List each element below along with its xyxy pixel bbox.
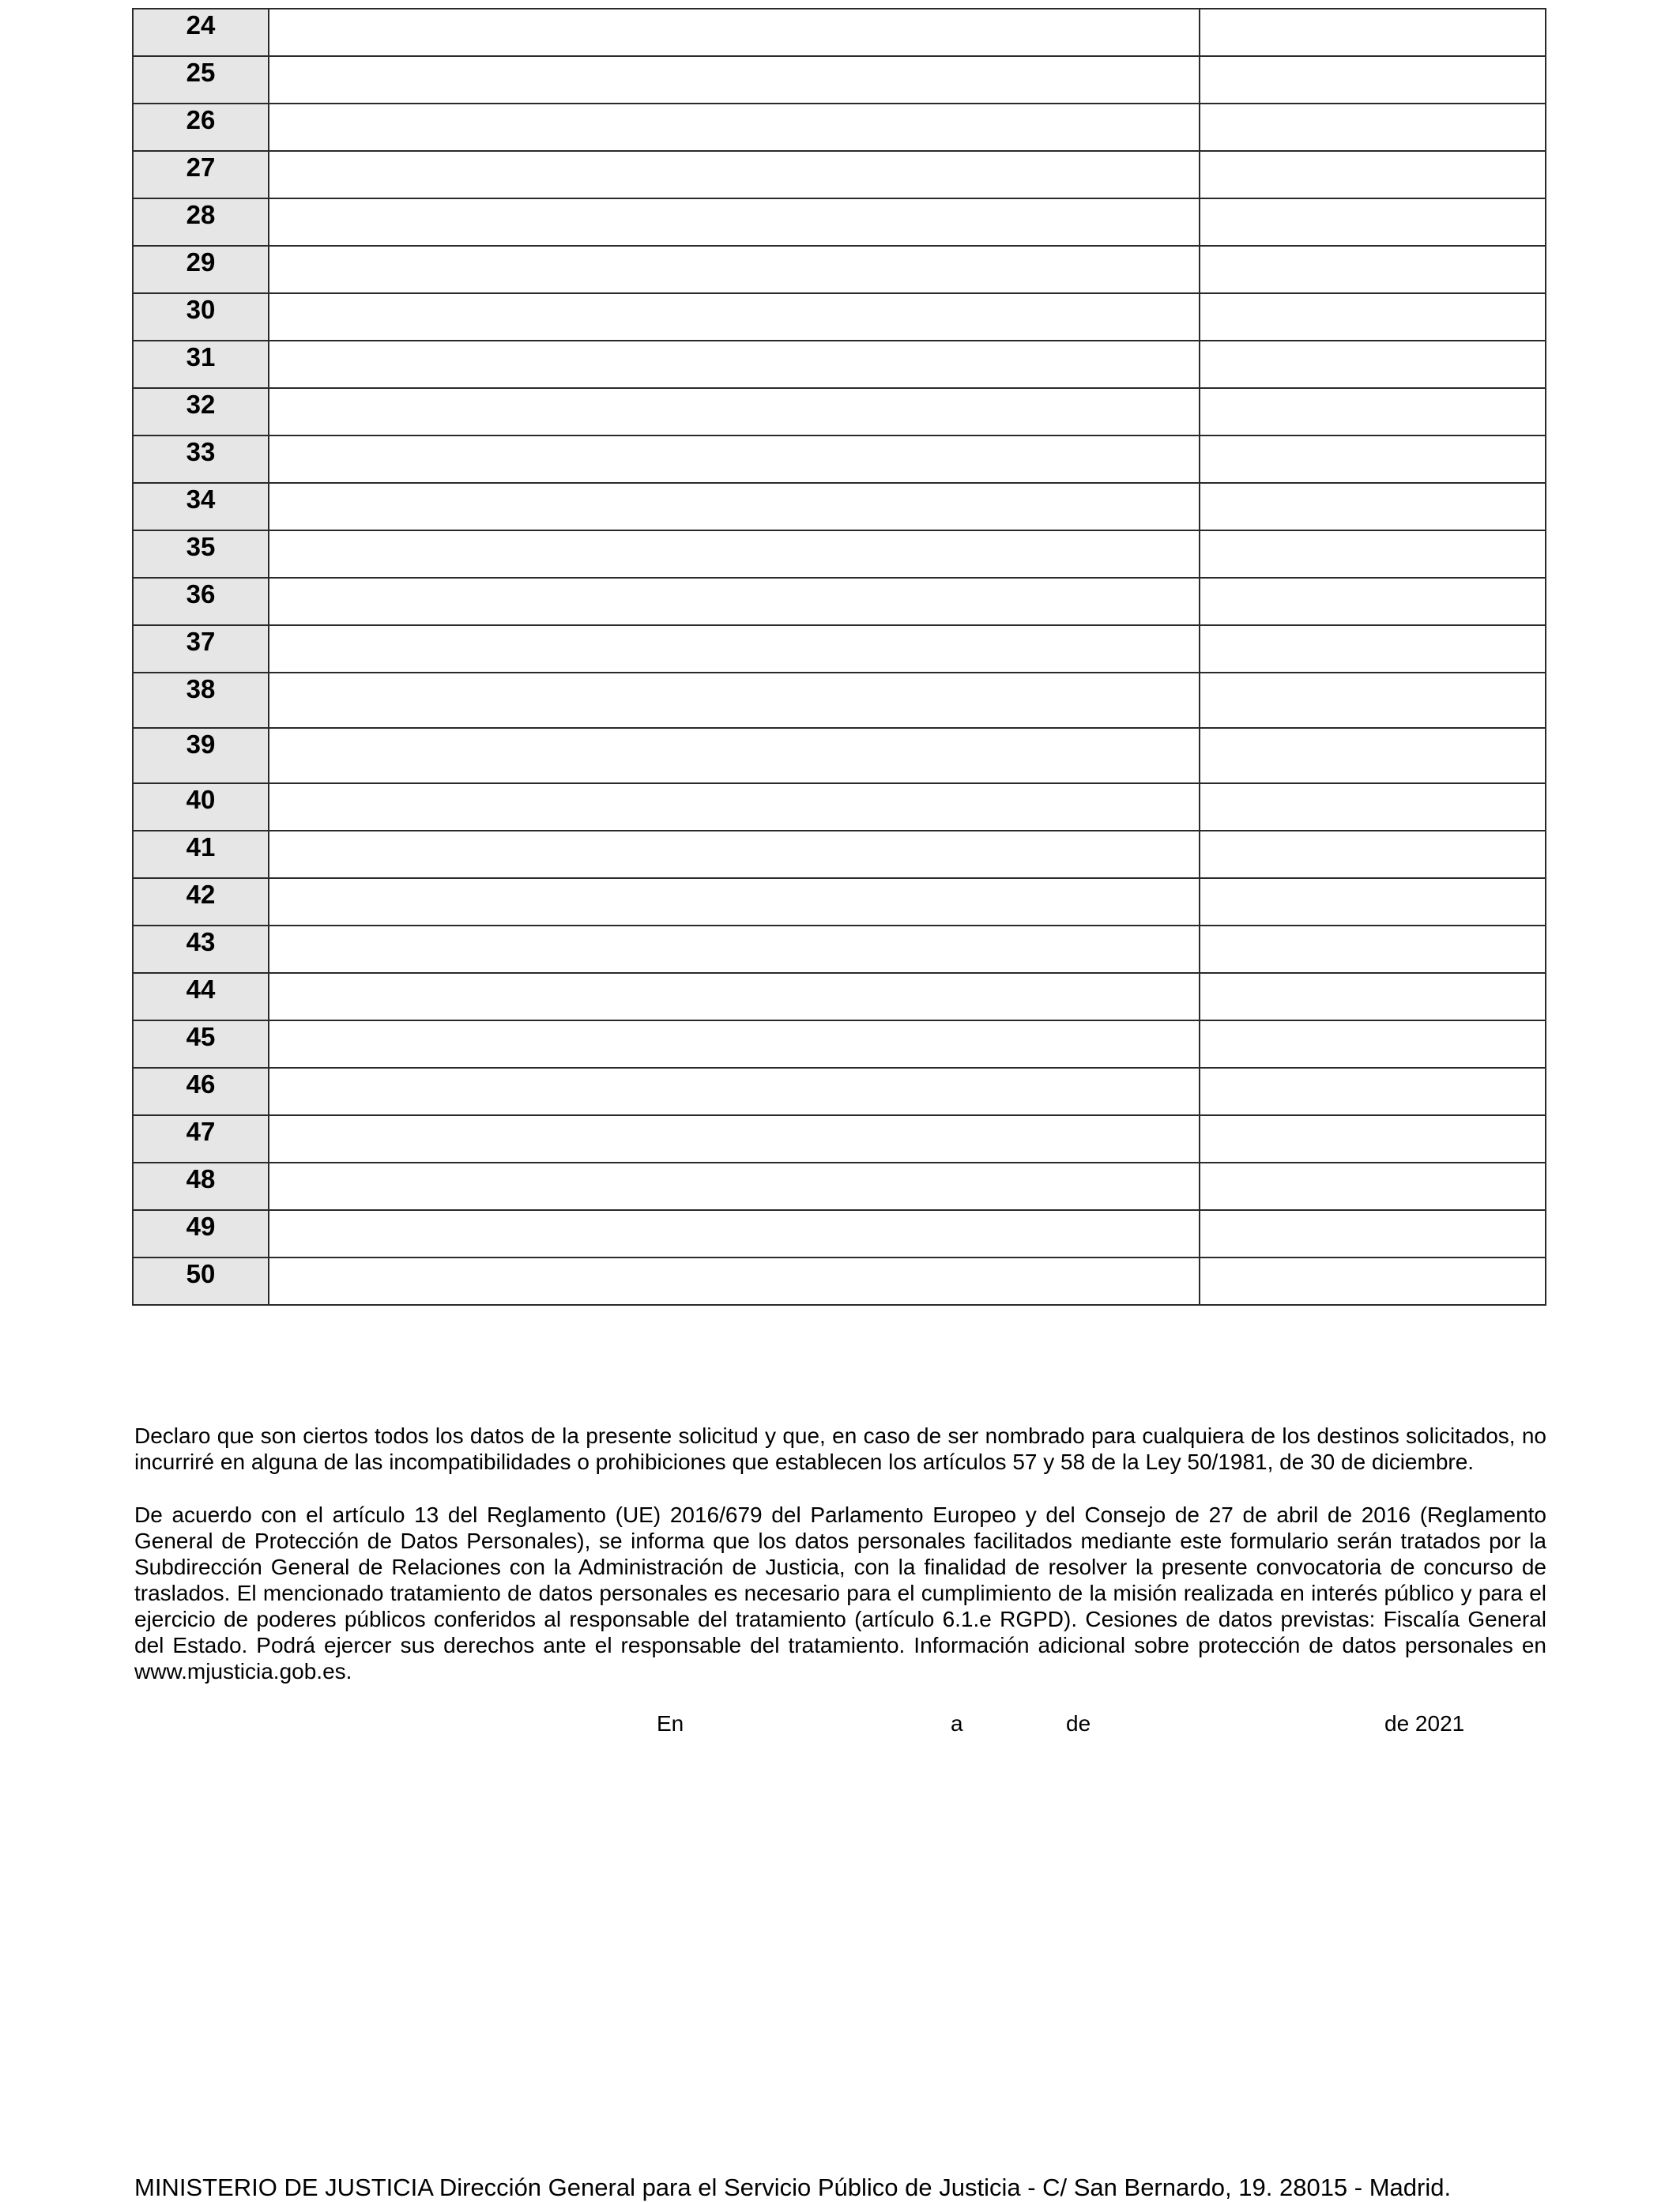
code-cell[interactable] [1200,483,1546,530]
date-year-label: de 2021 [1384,1711,1465,1736]
destination-cell[interactable] [269,341,1200,388]
table-row [133,728,1546,783]
table-row [133,388,1546,435]
table-row [133,198,1546,246]
code-cell[interactable] [1200,388,1546,435]
destination-cell[interactable] [269,1257,1200,1305]
table-row [133,293,1546,341]
row-number: 29 [133,246,269,293]
date-de-label: de [1066,1711,1091,1736]
destination-cell[interactable] [269,151,1200,198]
destination-cell[interactable] [269,198,1200,246]
destination-cell[interactable] [269,9,1200,56]
table-row [133,926,1546,973]
table-row [133,246,1546,293]
footer-address: Dirección General para el Servicio Público de Justicia - C/ San Bernardo, 19. 28015 - Madrid. [439,2174,1452,2201]
row-number: 50 [133,1257,269,1305]
destinations-table-body [133,9,1546,1305]
code-cell[interactable] [1200,1257,1546,1305]
code-cell[interactable] [1200,530,1546,578]
row-number: 41 [133,831,269,878]
row-number: 35 [133,530,269,578]
code-cell[interactable] [1200,341,1546,388]
code-cell[interactable] [1200,104,1546,151]
row-number: 27 [133,151,269,198]
row-number: 24 [133,9,269,56]
destination-cell[interactable] [269,104,1200,151]
row-number: 45 [133,1020,269,1068]
destination-cell[interactable] [269,1115,1200,1163]
row-number: 39 [133,728,269,783]
table-row [133,1257,1546,1305]
code-cell[interactable] [1200,1020,1546,1068]
destination-cell[interactable] [269,783,1200,831]
row-number: 48 [133,1163,269,1210]
table-row [133,973,1546,1020]
destination-cell[interactable] [269,293,1200,341]
date-en-label: En [657,1711,684,1736]
row-number: 47 [133,1115,269,1163]
code-cell[interactable] [1200,1068,1546,1115]
code-cell[interactable] [1200,973,1546,1020]
destination-cell[interactable] [269,1210,1200,1257]
table-row [133,483,1546,530]
table-row [133,9,1546,56]
destination-cell[interactable] [269,625,1200,673]
table-row [133,783,1546,831]
code-cell[interactable] [1200,831,1546,878]
table-row [133,530,1546,578]
code-cell[interactable] [1200,198,1546,246]
table-row [133,341,1546,388]
row-number: 36 [133,578,269,625]
code-cell[interactable] [1200,151,1546,198]
destination-cell[interactable] [269,831,1200,878]
code-cell[interactable] [1200,878,1546,926]
destination-cell[interactable] [269,530,1200,578]
destination-cell[interactable] [269,673,1200,728]
table-row [133,151,1546,198]
destination-cell[interactable] [269,1020,1200,1068]
row-number: 34 [133,483,269,530]
row-number: 46 [133,1068,269,1115]
declaration-text: Declaro que son ciertos todos los datos de la presente solicitud y que, en caso de ser nombrado para cualquiera de los destinos solicitados, no incurriré en alguna de las incompatibilidades o prohibiciones que establecen los artículos 57 y 58 de la Ley 50/1981, de 30 de diciembre. [134,1423,1546,1474]
table-row [133,1020,1546,1068]
destination-cell[interactable] [269,973,1200,1020]
code-cell[interactable] [1200,1163,1546,1210]
table-row [133,1068,1546,1115]
row-number: 37 [133,625,269,673]
footer-ministry: MINISTERIO DE JUSTICIA [134,2174,433,2201]
row-number: 43 [133,926,269,973]
destination-cell[interactable] [269,435,1200,483]
destination-cell[interactable] [269,878,1200,926]
code-cell[interactable] [1200,783,1546,831]
code-cell[interactable] [1200,9,1546,56]
code-cell[interactable] [1200,246,1546,293]
destination-cell[interactable] [269,483,1200,530]
table-row [133,1163,1546,1210]
table-row [133,1210,1546,1257]
destination-cell[interactable] [269,56,1200,104]
row-number: 44 [133,973,269,1020]
row-number: 28 [133,198,269,246]
code-cell[interactable] [1200,56,1546,104]
table-row [133,673,1546,728]
footer [134,2174,1451,2202]
destination-cell[interactable] [269,728,1200,783]
privacy-notice-text: De acuerdo con el artículo 13 del Reglamento (UE) 2016/679 del Parlamento Europeo y del Consejo de 27 de abril de 2016 (Reglamento General de Protección de Datos Personales), se informa que los datos personales facilitados mediante este formulario serán tratados por la Subdirección General de Relaciones con la Administración de Justicia, con la finalidad de resolver la presente convocatoria de concurso de traslados. El mencionado tratamiento de datos personales es necesario para el cumplimiento de la misión realizada en interés público y para el ejercicio de poderes públicos conferidos al responsable del tratamiento (artículo 6.1.e RGPD). Cesiones de datos previstas: Fiscalía General del Estado. Podrá ejercer sus derechos ante el responsable del tratamiento. Información adicional sobre protección de datos personales en www.mjusticia.gob.es. [134,1503,1546,1684]
row-number: 25 [133,56,269,104]
destination-cell[interactable] [269,246,1200,293]
code-cell[interactable] [1200,625,1546,673]
destination-cell[interactable] [269,578,1200,625]
code-cell[interactable] [1200,578,1546,625]
row-number: 40 [133,783,269,831]
row-number: 32 [133,388,269,435]
table-row [133,831,1546,878]
code-cell[interactable] [1200,293,1546,341]
row-number: 30 [133,293,269,341]
destination-cell[interactable] [269,1163,1200,1210]
table-row [133,878,1546,926]
table-row [133,578,1546,625]
code-cell[interactable] [1200,1115,1546,1163]
row-number: 31 [133,341,269,388]
table-row [133,104,1546,151]
date-a-label: a [951,1711,963,1736]
row-number: 26 [133,104,269,151]
row-number: 38 [133,673,269,728]
table-row [133,56,1546,104]
code-cell[interactable] [1200,435,1546,483]
destination-cell[interactable] [269,1068,1200,1115]
row-number: 33 [133,435,269,483]
code-cell[interactable] [1200,673,1546,728]
code-cell[interactable] [1200,926,1546,973]
table-row [133,435,1546,483]
destination-cell[interactable] [269,926,1200,973]
table-row [133,1115,1546,1163]
code-cell[interactable] [1200,1210,1546,1257]
destinations-table [132,8,1546,1306]
row-number: 42 [133,878,269,926]
code-cell[interactable] [1200,728,1546,783]
destination-cell[interactable] [269,388,1200,435]
row-number: 49 [133,1210,269,1257]
table-row [133,625,1546,673]
